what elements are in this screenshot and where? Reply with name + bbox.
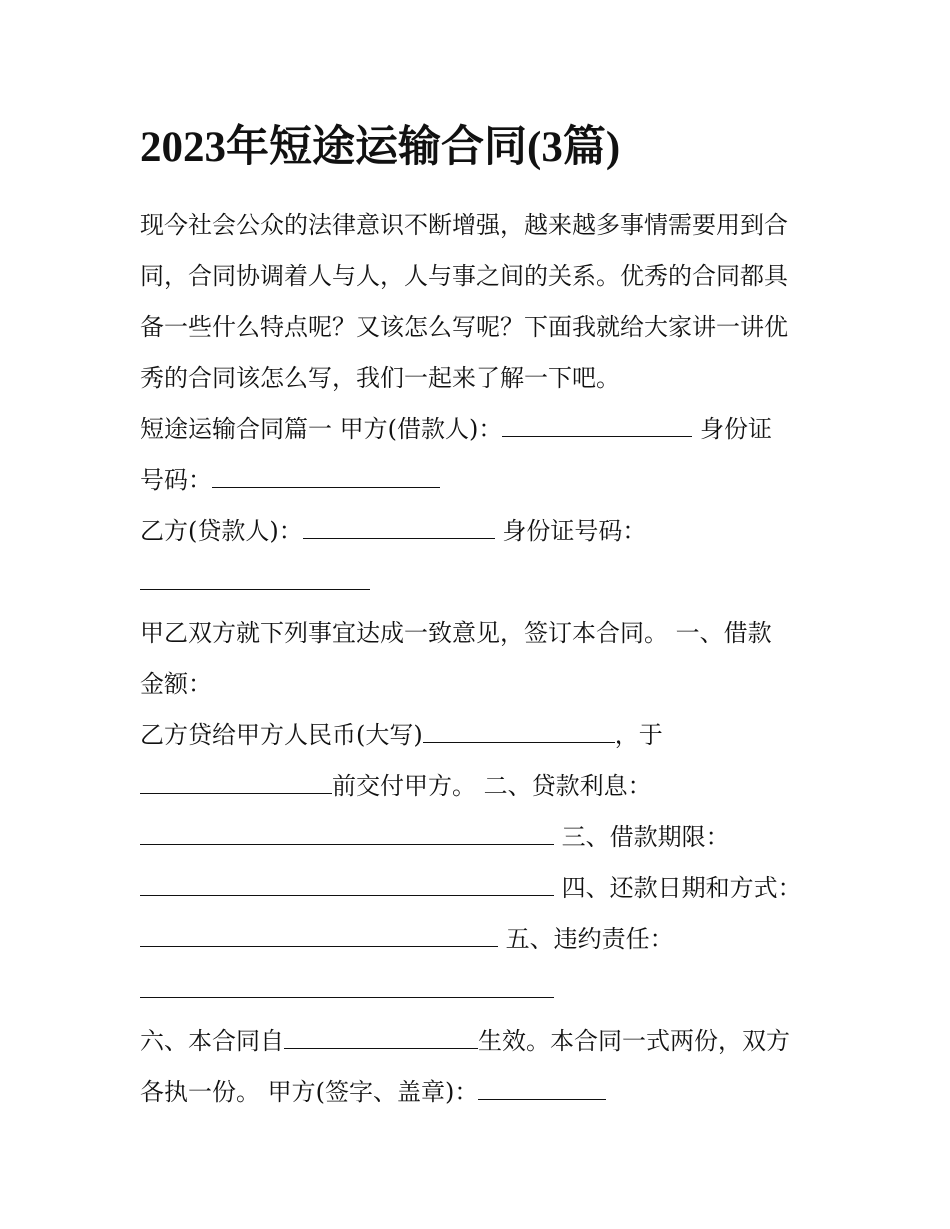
id-card-label: 身份证 bbox=[692, 415, 772, 443]
delivery-line bbox=[140, 761, 820, 812]
amount-heading: 金额： bbox=[140, 670, 212, 698]
agreement-line: 甲乙双方就下列事宜达成一致意见，签订本合同。 一、借款 bbox=[140, 619, 772, 647]
interest-line bbox=[140, 812, 820, 863]
loan-amount-label: 乙方贷给甲方人民币(大写) bbox=[140, 721, 423, 749]
term-blank bbox=[140, 877, 554, 896]
term-line bbox=[140, 863, 820, 914]
effective-line bbox=[140, 1016, 820, 1067]
loan-amount-blank bbox=[423, 724, 615, 743]
term-heading: 三、借款期限： bbox=[554, 823, 730, 851]
id-number-label: 号码： bbox=[140, 466, 212, 494]
party-b-id-line bbox=[140, 557, 820, 608]
interest-heading: 前交付甲方。 二、贷款利息： bbox=[332, 772, 652, 800]
liability-line bbox=[140, 965, 820, 1016]
intro-line-1: 现今社会公众的法律意识不断增强，越来越多事情需要用到合 bbox=[140, 211, 788, 239]
party-b-name-blank bbox=[303, 520, 495, 539]
party-a-name-blank bbox=[502, 418, 692, 437]
delivery-date-blank bbox=[140, 775, 332, 794]
party-b-id-label: 身份证号码： bbox=[494, 517, 647, 545]
party-a-label: 短途运输合同篇一 甲方(借款人)： bbox=[140, 415, 503, 443]
liability-blank bbox=[140, 979, 554, 998]
intro-line-2: 同，合同协调着人与人，人与事之间的关系。优秀的合同都具 bbox=[140, 262, 788, 290]
party-a-line bbox=[140, 404, 820, 455]
party-a-id-line bbox=[140, 455, 820, 506]
repayment-line bbox=[140, 914, 820, 965]
document-page bbox=[140, 118, 820, 1118]
party-b-label: 乙方(贷款人)： bbox=[140, 517, 303, 545]
party-b-id-blank bbox=[140, 571, 370, 590]
loan-date-label: ，于 bbox=[614, 721, 663, 749]
signature-blank bbox=[478, 1081, 606, 1100]
intro-line-3: 备一些什么特点呢？又该怎么写呢？下面我就给大家讲一讲优 bbox=[140, 313, 788, 341]
effective-date-blank bbox=[284, 1030, 478, 1049]
liability-heading: 五、违约责任： bbox=[498, 925, 674, 953]
effective-label: 六、本合同自 bbox=[140, 1027, 284, 1055]
party-a-id-blank bbox=[212, 469, 440, 488]
signature-label: 各执一份。 甲方(签字、盖章)： bbox=[140, 1078, 479, 1106]
signature-line bbox=[140, 1067, 820, 1118]
document-title: 2023年短途运输合同(3篇) bbox=[140, 124, 621, 171]
interest-blank bbox=[140, 826, 554, 845]
repayment-blank bbox=[140, 928, 498, 947]
party-b-line bbox=[140, 506, 820, 557]
copies-text: 生效。本合同一式两份，双方 bbox=[478, 1027, 790, 1055]
repayment-heading: 四、还款日期和方式： bbox=[554, 874, 802, 902]
intro-line-4: 秀的合同该怎么写，我们一起来了解一下吧。 bbox=[140, 364, 620, 392]
loan-amount-line bbox=[140, 710, 820, 761]
